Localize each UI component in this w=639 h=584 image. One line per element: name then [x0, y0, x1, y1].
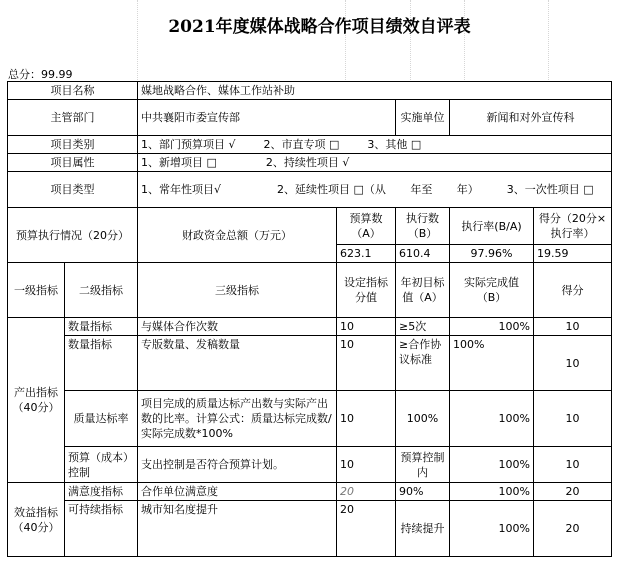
initial-cell: 预算控制内	[396, 447, 450, 483]
row-attribute	[8, 154, 612, 172]
level2-cell: 满意度指标	[65, 483, 138, 501]
exec-amount-value: 610.4	[396, 245, 450, 263]
attribute-value: 1、新增项目 □ 2、持续性项目 √	[138, 154, 612, 172]
score-cell: 10	[534, 318, 612, 336]
level3-cell: 专版数量、发稿数量	[138, 336, 337, 391]
exec-rate-header: 执行率(B/A)	[450, 208, 534, 245]
actual-cell: 100%	[450, 483, 534, 501]
row-department	[8, 100, 612, 136]
level2-header: 二级指标	[65, 263, 138, 318]
type-label: 项目类型	[8, 172, 138, 208]
benefit-group-label: 效益指标（40分）	[8, 483, 65, 557]
initial-cell: ≥5次	[396, 318, 450, 336]
level3-cell: 项目完成的质量达标产出数与实际产出数的比率。计算公式：质量达标完成数/实际完成数*100%	[138, 391, 337, 447]
budget-score-header: 得分（20分×执行率）	[534, 208, 612, 245]
project-name-label: 项目名称	[8, 82, 138, 100]
row-budget-header	[8, 208, 612, 245]
budget-amount-value: 623.1	[337, 245, 396, 263]
attribute-label: 项目属性	[8, 154, 138, 172]
target-cell: 20	[337, 501, 396, 557]
department-label: 主管部门	[8, 100, 138, 136]
initial-cell: 持续提升	[396, 501, 450, 557]
row-category	[8, 136, 612, 154]
initial-cell: 90%	[396, 483, 450, 501]
initial-cell: 100%	[396, 391, 450, 447]
level3-cell: 与媒体合作次数	[138, 318, 337, 336]
level3-cell: 支出控制是否符合预算计划。	[138, 447, 337, 483]
actual-cell: 100%	[450, 336, 534, 391]
table-row	[8, 318, 612, 336]
category-value: 1、部门预算项目 √ 2、市直专项 □ 3、其他 □	[138, 136, 612, 154]
score-cell: 10	[534, 336, 612, 391]
level2-cell: 预算（成本）控制	[65, 447, 138, 483]
actual-cell: 100%	[450, 318, 534, 336]
budget-score-value: 19.59	[534, 245, 612, 263]
actual-cell: 100%	[450, 447, 534, 483]
score-cell: 10	[534, 391, 612, 447]
row-project-name	[8, 82, 612, 100]
target-cell: 10	[337, 336, 396, 391]
score-header: 得分	[534, 263, 612, 318]
budget-amount-header: 预算数（A）	[337, 208, 396, 245]
actual-cell: 100%	[450, 391, 534, 447]
implementer-value: 新闻和对外宣传科	[450, 100, 612, 136]
category-label: 项目类别	[8, 136, 138, 154]
table-row	[8, 447, 612, 483]
level3-cell: 合作单位满意度	[138, 483, 337, 501]
target-cell: 20	[337, 483, 396, 501]
exec-rate-value: 97.96%	[450, 245, 534, 263]
table-row	[8, 336, 612, 391]
target-cell: 10	[337, 391, 396, 447]
output-group-label: 产出指标（40分）	[8, 318, 65, 483]
total-score: 总分：99.99	[8, 68, 73, 81]
page-title: 2021年度媒体战略合作项目绩效自评表	[168, 17, 471, 37]
score-cell: 20	[534, 501, 612, 557]
level1-header: 一级指标	[8, 263, 65, 318]
target-cell: 10	[337, 318, 396, 336]
department-value: 中共襄阳市委宣传部	[138, 100, 396, 136]
implementer-label: 实施单位	[396, 100, 450, 136]
project-name-value: 媒地战略合作、媒体工作站补助	[138, 82, 612, 100]
type-value: 1、常年性项目√ 2、延续性项目 □（从 年至 年） 3、一次性项目 □	[138, 172, 612, 208]
evaluation-table	[7, 81, 612, 557]
funds-total-label: 财政资金总额（万元）	[138, 208, 337, 263]
target-score-header: 设定指标分值	[337, 263, 396, 318]
level3-cell: 城市知名度提升	[138, 501, 337, 557]
table-row	[8, 501, 612, 557]
table-row	[8, 391, 612, 447]
actual-cell: 100%	[450, 501, 534, 557]
target-cell: 10	[337, 447, 396, 483]
exec-amount-header: 执行数（B）	[396, 208, 450, 245]
row-indicators-header	[8, 263, 612, 318]
score-cell: 10	[534, 447, 612, 483]
budget-label: 预算执行情况（20分）	[8, 208, 138, 263]
level2-cell: 数量指标	[65, 318, 138, 336]
level2-cell: 数量指标	[65, 336, 138, 391]
table-row	[8, 483, 612, 501]
row-type	[8, 172, 612, 208]
initial-target-header: 年初目标值（A）	[396, 263, 450, 318]
initial-cell: ≥合作协议标准	[396, 336, 450, 391]
score-cell: 20	[534, 483, 612, 501]
level2-cell: 可持续指标	[65, 501, 138, 557]
actual-value-header: 实际完成值（B）	[450, 263, 534, 318]
level2-cell: 质量达标率	[65, 391, 138, 447]
level3-header: 三级指标	[138, 263, 337, 318]
